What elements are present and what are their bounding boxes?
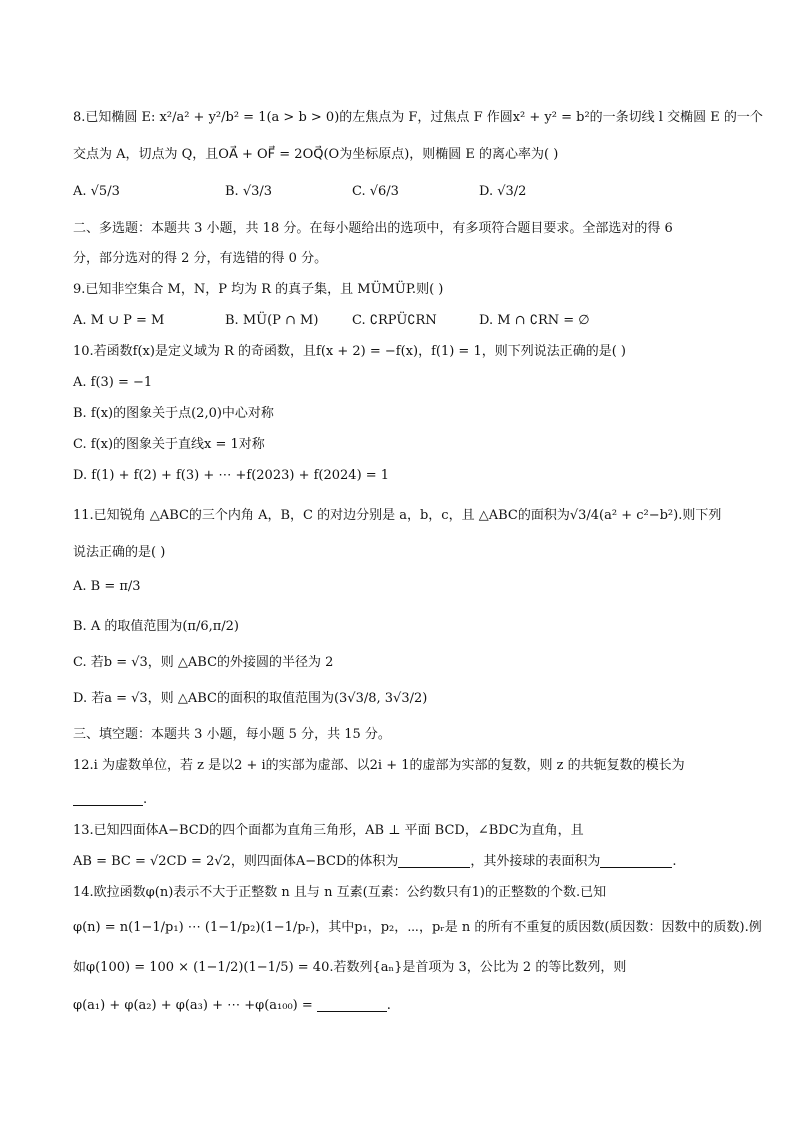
q14-answer-blank[interactable] (317, 997, 387, 1012)
q13-line-1: 13.已知四面体A−BCD的四个面都为直角三角形，AB ⊥ 平面 BCD，∠BDC为直角，且 (73, 823, 584, 838)
q8-option-a: A. √5/3 (73, 184, 120, 199)
q13-volume-blank[interactable] (398, 853, 470, 868)
q13-line-2-end: . (672, 854, 677, 869)
q13-line-2 (73, 852, 733, 872)
q8-option-b: B. √3/3 (225, 184, 273, 199)
q9-options (73, 311, 733, 331)
q8-line-2: 交点为 A，切点为 Q，且OA⃗ + OF⃗ = 2OQ⃗(O为坐标原点)，则椭圆 E 的离心率为( ) (73, 147, 559, 162)
q12-answer-blank[interactable] (73, 791, 143, 806)
section-2-heading-line-2: 分，部分选对的得 2 分，有选错的得 0 分。 (73, 251, 328, 266)
q8-option-d: D. √3/2 (479, 184, 527, 199)
q8-line-1: 8.已知椭圆 E: x²/a² + y²/b² = 1(a > b > 0)的左焦点为 F，过焦点 F 作圆x² + y² = b²的一条切线 l 交椭圆 E 的一个 (73, 110, 763, 125)
q10-stem: 10.若函数f(x)是定义域为 R 的奇函数，且f(x + 2) = −f(x)，f(1) = 1，则下列说法正确的是( ) (73, 344, 626, 359)
q11-option-a: A. B = π/3 (73, 579, 141, 594)
q10-option-a: A. f(3) = −1 (73, 375, 153, 390)
q10-option-c: C. f(x)的图象关于直线x = 1对称 (73, 437, 265, 452)
q14-line-1: 14.欧拉函数φ(n)表示不大于正整数 n 且与 n 互素(互素：公约数只有1)的正整数的个数.已知 (73, 885, 607, 900)
q9-stem: 9.已知非空集合 M，N，P 均为 R 的真子集，且 MÜMÜP.则( ) (73, 282, 444, 297)
q14-line-4-end: . (386, 998, 391, 1013)
q10-option-d: D. f(1) + f(2) + f(3) + ⋯ +f(2023) + f(2024) = 1 (73, 468, 390, 483)
section-2-heading-line-1: 二、多选题：本题共 3 小题，共 18 分。在每小题给出的选项中，有多项符合题目要求。全部选对的得 6 (73, 221, 673, 236)
q11-line-1: 11.已知锐角 △ABC的三个内角 A，B，C 的对边分别是 a，b，c，且 △ABC的面积为√3/4(a² + c²−b²).则下列 (73, 508, 722, 523)
q14-line-3: 如φ(100) = 100 × (1−1/2)(1−1/5) = 40.若数列{aₙ}是首项为 3，公比为 2 的等比数列，则 (73, 960, 627, 975)
q12-line-2 (73, 790, 733, 810)
q12-line-1: 12.i 为虚数单位，若 z 是以2 + i的实部为虚部、以2i + 1的虚部为实部的复数，则 z 的共轭复数的模长为 (73, 758, 685, 773)
q11-line-2: 说法正确的是( ) (73, 545, 166, 560)
q11-option-c: C. 若b = √3，则 △ABC的外接圆的半径为 2 (73, 655, 334, 670)
q14-line-4 (73, 996, 733, 1016)
q13-line-2-part-b: ，其外接球的表面积为 (470, 854, 601, 869)
q11-option-d: D. 若a = √3，则 △ABC的面积的取值范围为(3√3/8, 3√3/2) (73, 691, 428, 706)
q13-line-2-part-a: AB = BC = √2CD = 2√2，则四面体A−BCD的体积为 (73, 854, 399, 869)
q9-option-b: B. MÜ(P ∩ M) (225, 313, 319, 328)
q12-line-2-end: . (143, 792, 148, 807)
q8-options (73, 182, 733, 202)
q14-line-4-part-a: φ(a₁) + φ(a₂) + φ(a₃) + ⋯ +φ(a₁₀₀) = (73, 998, 313, 1013)
q9-option-a: A. M ∪ P = M (73, 313, 165, 328)
q13-surface-area-blank[interactable] (600, 853, 672, 868)
q8-option-c: C. √6/3 (352, 184, 399, 199)
section-3-heading: 三、填空题：本题共 3 小题，每小题 5 分，共 15 分。 (73, 727, 391, 742)
q11-option-b: B. A 的取值范围为(π/6,π/2) (73, 619, 240, 634)
q14-line-2: φ(n) = n(1−1/p₁) ⋯ (1−1/p₂)(1−1/pᵣ)，其中p₁，p₂，⋯，pᵣ是 n 的所有不重复的质因数(质因数：因数中的质数).例 (73, 920, 762, 935)
q10-option-b: B. f(x)的图象关于点(2,0)中心对称 (73, 406, 274, 421)
q9-option-d: D. M ∩ ∁RN = ∅ (479, 313, 590, 328)
q9-option-c: C. ∁RPÜ∁RN (352, 313, 437, 328)
